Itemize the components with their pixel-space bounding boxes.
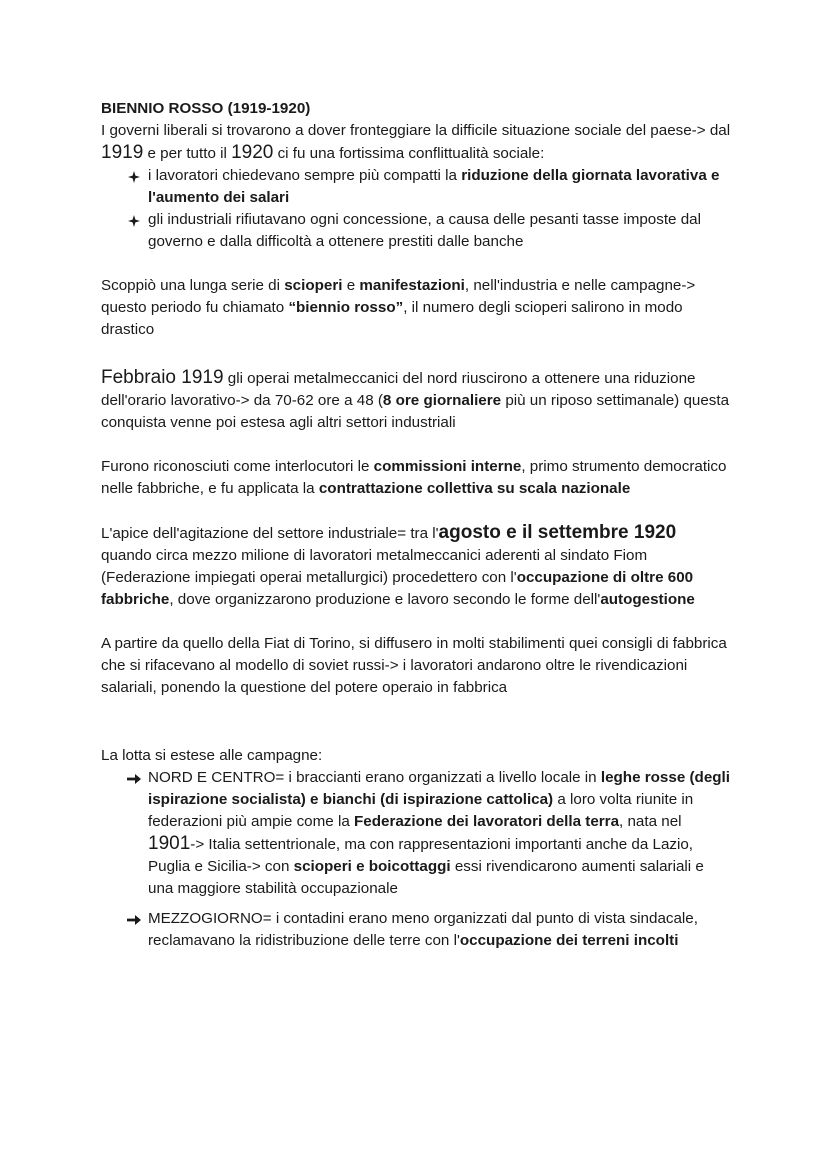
text: quando circa mezzo milione di lavoratori metalmeccanici aderenti al sindato Fiom (Federazione impiegati operai metallurgici) procedettero con l' <box>101 547 648 586</box>
bold-text: “biennio rosso” <box>288 299 404 316</box>
text: più un riposo settimanale) questa conquista venne poi estesa agli altri settori industriali <box>101 392 730 431</box>
spacer <box>101 611 731 633</box>
text: Furono riconosciuti come interlocutori le <box>101 458 374 475</box>
text: a loro volta riunite in federazioni più ampie come la <box>148 791 694 830</box>
text: e <box>342 277 360 294</box>
bold-text: occupazione dei terreni incolti <box>459 932 679 949</box>
bold-text: leghe rosse (degli ispirazione socialista) e bianchi (di ispirazione cattolica) <box>148 769 730 808</box>
text: , dove organizzarono produzione e lavoro secondo le forme dell' <box>169 591 601 608</box>
text: , nell'industria e nelle campagne-> questo periodo fu chiamato <box>101 277 696 316</box>
spacer <box>101 500 731 522</box>
text: MEZZOGIORNO= i contadini erano meno organizzati dal punto di vista sindacale, reclamavano la ridistribuzione delle terre con l' <box>148 910 698 949</box>
text: Scoppiò una lunga serie di <box>101 277 285 294</box>
arrow-bullet-list <box>101 767 731 952</box>
text: -> Italia settentrionale, ma con rappresentazioni importanti anche da Lazio, Puglia e Sicilia-> con <box>148 836 694 875</box>
text: i lavoratori chiedevano sempre più compatti la <box>148 167 462 184</box>
bold-text: 8 ore giornaliere <box>382 392 502 409</box>
text: e per tutto il <box>143 145 232 162</box>
page-title: BIENNIO ROSSO (1919-1920) <box>101 100 311 117</box>
text: essi rivendicarono aumenti salariali e una maggiore stabilità occupazionale <box>148 858 704 897</box>
paragraph-apice <box>101 522 731 611</box>
year-1920: 1920 <box>231 142 274 163</box>
bold-text: scioperi e boicottaggi <box>293 858 451 875</box>
bold-text: occupazione di oltre 600 fabbriche <box>101 569 694 608</box>
text: gli industriali rifiutavano ogni concessione, a causa delle pesanti tasse imposte dal governo e dalla difficoltà a ottenere prestiti dalle banche <box>148 211 701 250</box>
date-heading: agosto e il settembre 1920 <box>438 522 677 543</box>
paragraph-febbraio <box>101 367 731 434</box>
text: , il numero degli scioperi salirono in modo drastico <box>101 299 683 338</box>
spacer <box>101 699 731 745</box>
list-item <box>101 767 731 900</box>
list-item <box>101 165 731 209</box>
bold-text: riduzione della giornata lavorativa e l'aumento dei salari <box>148 167 720 206</box>
bold-text: Federazione dei lavoratori della terra <box>354 813 620 830</box>
year-1919: 1919 <box>101 142 144 163</box>
bold-text: autogestione <box>600 591 695 608</box>
paragraph-commissioni <box>101 456 731 500</box>
spacer <box>101 341 731 363</box>
bold-text: commissioni interne <box>373 458 522 475</box>
text: , nata nel <box>619 813 682 830</box>
text: , primo strumento democratico nelle fabbriche, e fu applicata la <box>101 458 727 497</box>
bold-text: contrattazione collettiva su scala nazionale <box>318 480 631 497</box>
list-item <box>101 908 731 952</box>
date-heading: Febbraio 1919 <box>101 367 224 388</box>
text: L'apice dell'agitazione del settore industriale= tra l' <box>101 525 439 542</box>
paragraph-intro <box>101 120 731 165</box>
bold-text: manifestazioni <box>359 277 465 294</box>
paragraph-fiat: A partire da quello della Fiat di Torino, si diffusero in molti stabilimenti quei consigli di fabbrica che si rifacevano al modello di soviet russi-> i lavoratori andarono oltre le rivendicazioni salariali, ponendo la questione del potere operaio in fabbrica <box>101 635 727 696</box>
text: ci fu una fortissima conflittualità sociale: <box>273 145 545 162</box>
text: gli operai metalmeccanici del nord riuscirono a ottenere una riduzione dell'orario lavorativo-> da 70-62 ore a 48 ( <box>101 370 696 409</box>
text: I governi liberali si trovarono a dover fronteggiare la difficile situazione sociale del paese-> dal <box>101 122 731 139</box>
text: NORD E CENTRO= i braccianti erano organizzati a livello locale in <box>148 769 601 786</box>
year-1901: 1901 <box>148 833 191 854</box>
paragraph-scioperi <box>101 275 731 341</box>
spacer <box>101 253 731 275</box>
spacer <box>101 434 731 456</box>
paragraph-campagne: La lotta si estese alle campagne: <box>101 747 323 764</box>
arrow-bullet-icon <box>125 767 143 789</box>
arrow-bullet-icon <box>125 908 143 930</box>
diamond-bullet-icon <box>125 165 143 187</box>
document-body <box>101 98 731 960</box>
diamond-bullet-list <box>101 165 731 253</box>
bold-text: scioperi <box>284 277 343 294</box>
diamond-bullet-icon <box>125 209 143 231</box>
list-item <box>101 209 731 253</box>
